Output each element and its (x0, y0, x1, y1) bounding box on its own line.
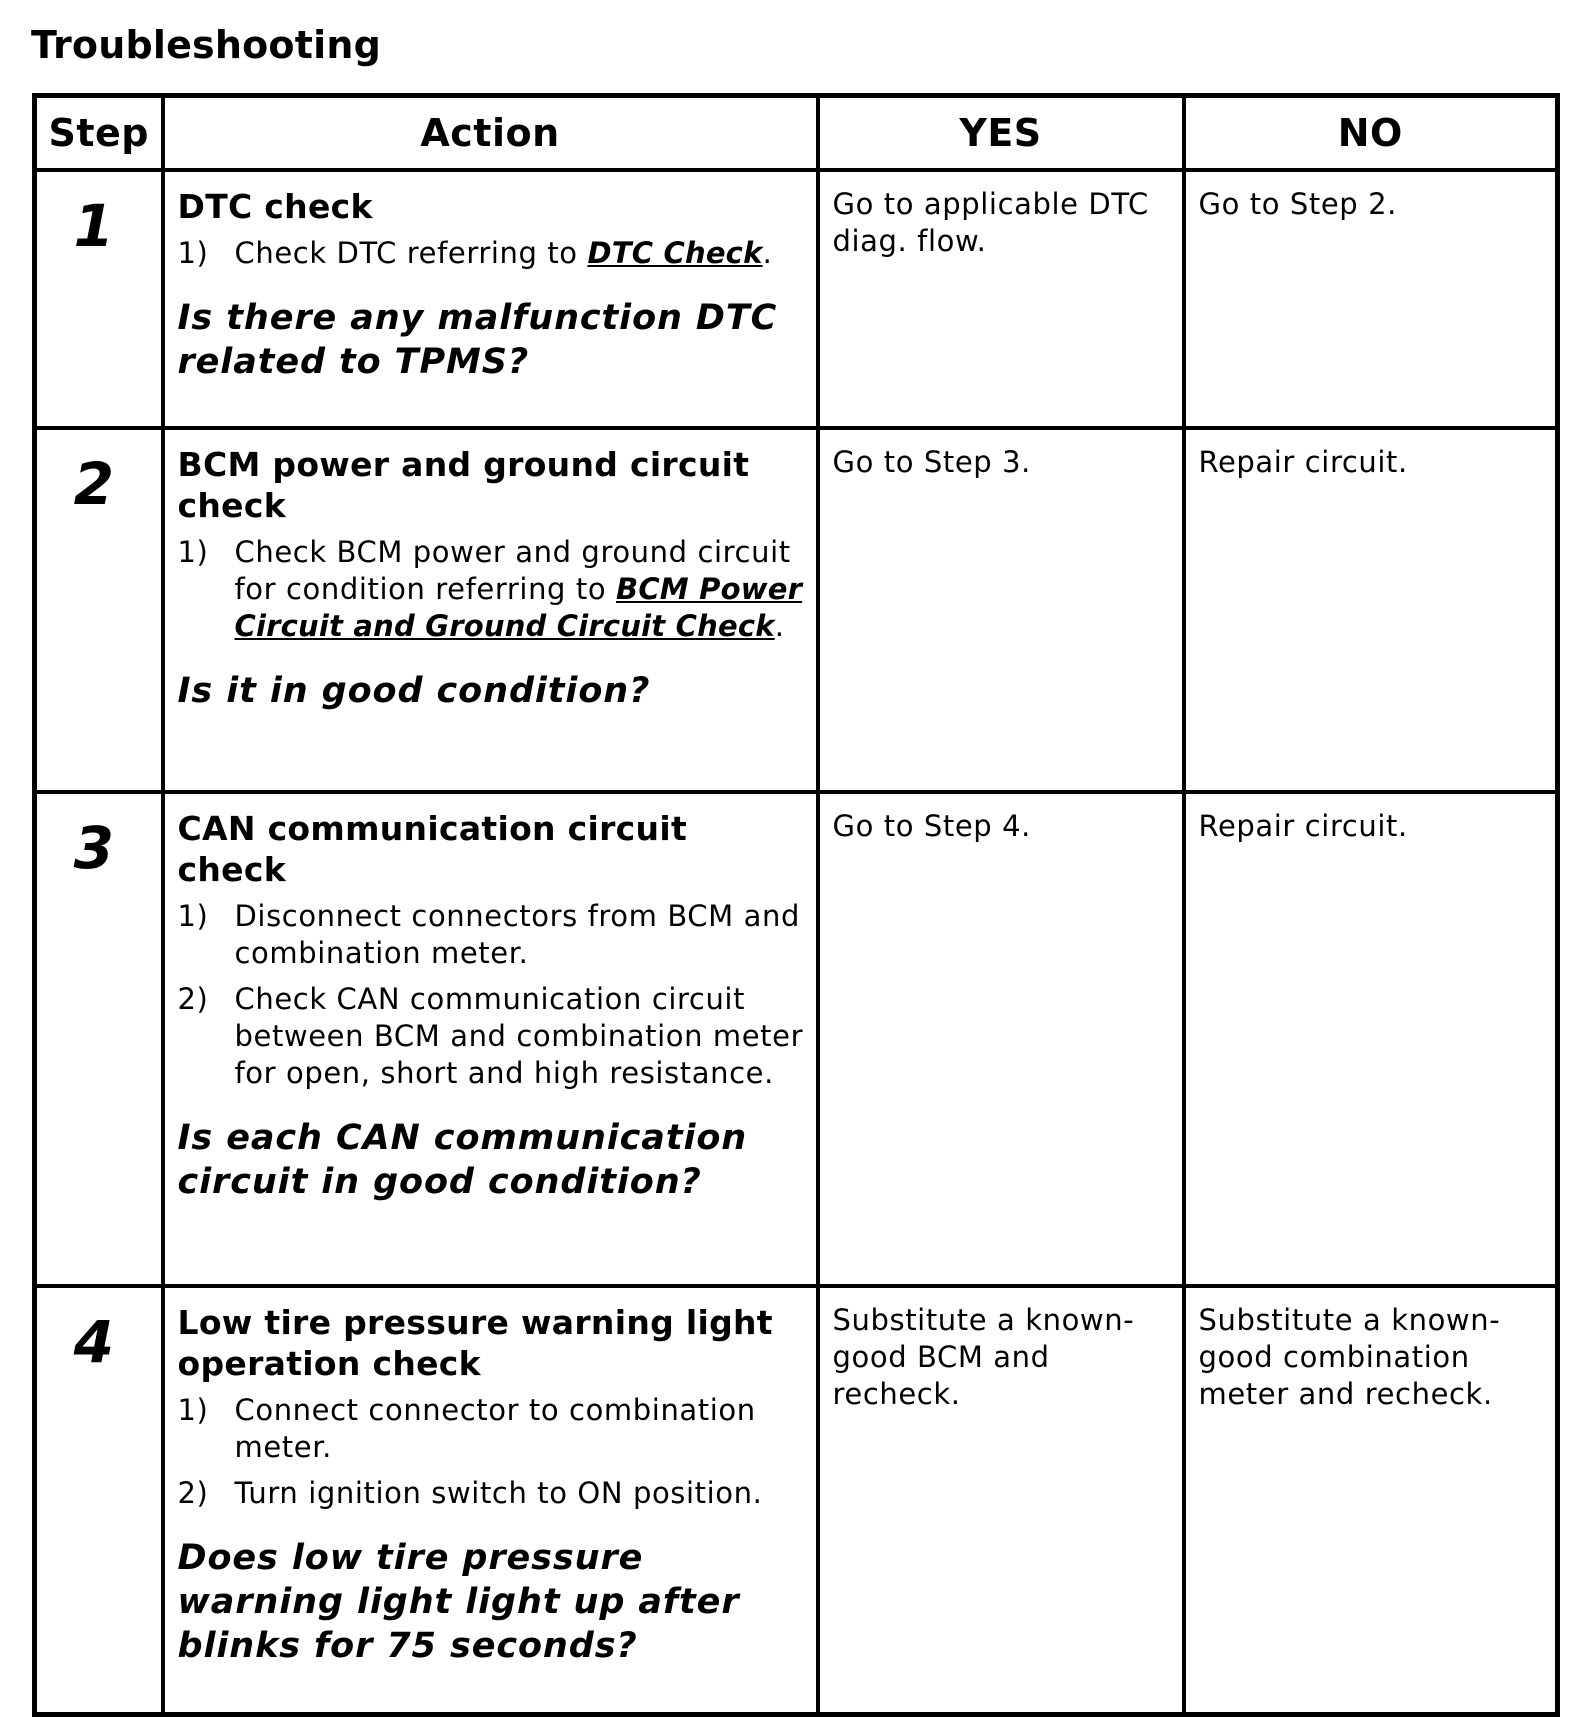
substep-number: 1) (177, 535, 209, 569)
step-cell (35, 792, 163, 1286)
header-action: Action (163, 96, 818, 171)
substep-item (178, 981, 806, 1092)
substep-text-end: . (762, 236, 773, 270)
step-cell (35, 170, 163, 428)
header-no: NO (1184, 96, 1558, 171)
substep-list (178, 534, 806, 645)
substep-list (178, 898, 806, 1092)
substep-text: Disconnect connectors from BCM and combination meter. (234, 899, 800, 970)
header-yes: YES (818, 96, 1184, 171)
action-title: CAN communication circuit check (177, 809, 688, 889)
step-number: 1 (73, 192, 114, 260)
substep-text: Check DTC referring to (234, 236, 588, 270)
check-question: Is each CAN communication circuit in good condition? (177, 1118, 748, 1202)
reference-link-dtc-check[interactable]: DTC Check (587, 236, 763, 270)
substep-text: Turn ignition switch to ON position. (234, 1476, 763, 1510)
substep-number: 2) (177, 1476, 209, 1510)
substep-list (178, 1392, 806, 1512)
yes-cell: Substitute a known-good BCM and recheck. (818, 1286, 1184, 1715)
troubleshooting-table (32, 93, 1560, 1717)
check-question: Is it in good condition? (177, 671, 651, 711)
substep-list (178, 235, 806, 272)
step-cell (35, 1286, 163, 1715)
table-row-step-2 (35, 428, 1558, 792)
table-row-step-1 (35, 170, 1558, 428)
substep-number: 1) (177, 899, 209, 933)
substep-number: 1) (177, 1393, 209, 1427)
step-number: 3 (73, 814, 114, 882)
reference-link-bcm-power-circuit[interactable]: BCM Power Circuit and Ground Circuit Check (234, 572, 803, 643)
no-cell: Substitute a known-good combination meter and recheck. (1184, 1286, 1558, 1715)
step-cell (35, 428, 163, 792)
page-title: Troubleshooting (31, 23, 381, 67)
substep-item (178, 898, 806, 972)
header-step: Step (35, 96, 163, 171)
substep-text: Check BCM power and ground circuit for condition referring to (234, 535, 791, 606)
no-cell: Go to Step 2. (1184, 170, 1558, 428)
action-cell (163, 792, 818, 1286)
substep-item (178, 534, 806, 645)
check-question: Does low tire pressure warning light light up after blinks for 75 seconds? (177, 1538, 740, 1666)
step-number: 2 (73, 450, 114, 518)
action-cell (163, 428, 818, 792)
substep-text-end: . (774, 609, 785, 643)
substep-number: 2) (177, 982, 209, 1016)
yes-cell: Go to applicable DTC diag. flow. (818, 170, 1184, 428)
substep-item (178, 1475, 806, 1512)
substep-number: 1) (177, 236, 209, 270)
step-number: 4 (73, 1308, 114, 1376)
no-cell: Repair circuit. (1184, 792, 1558, 1286)
action-cell (163, 170, 818, 428)
header-row (35, 96, 1558, 171)
action-title: DTC check (177, 187, 373, 226)
check-question: Is there any malfunction DTC related to TPMS? (177, 298, 778, 382)
substep-text: Connect connector to combination meter. (234, 1393, 756, 1464)
action-cell (163, 1286, 818, 1715)
substep-text: Check CAN communication circuit between BCM and combination meter for open, short and high resistance. (234, 982, 804, 1090)
yes-cell: Go to Step 4. (818, 792, 1184, 1286)
action-title: BCM power and ground circuit check (177, 445, 750, 525)
no-cell: Repair circuit. (1184, 428, 1558, 792)
table-row-step-3 (35, 792, 1558, 1286)
table-row-step-4 (35, 1286, 1558, 1715)
substep-item (178, 1392, 806, 1466)
yes-cell: Go to Step 3. (818, 428, 1184, 792)
action-title: Low tire pressure warning light operation check (177, 1303, 773, 1383)
substep-item (178, 235, 806, 272)
